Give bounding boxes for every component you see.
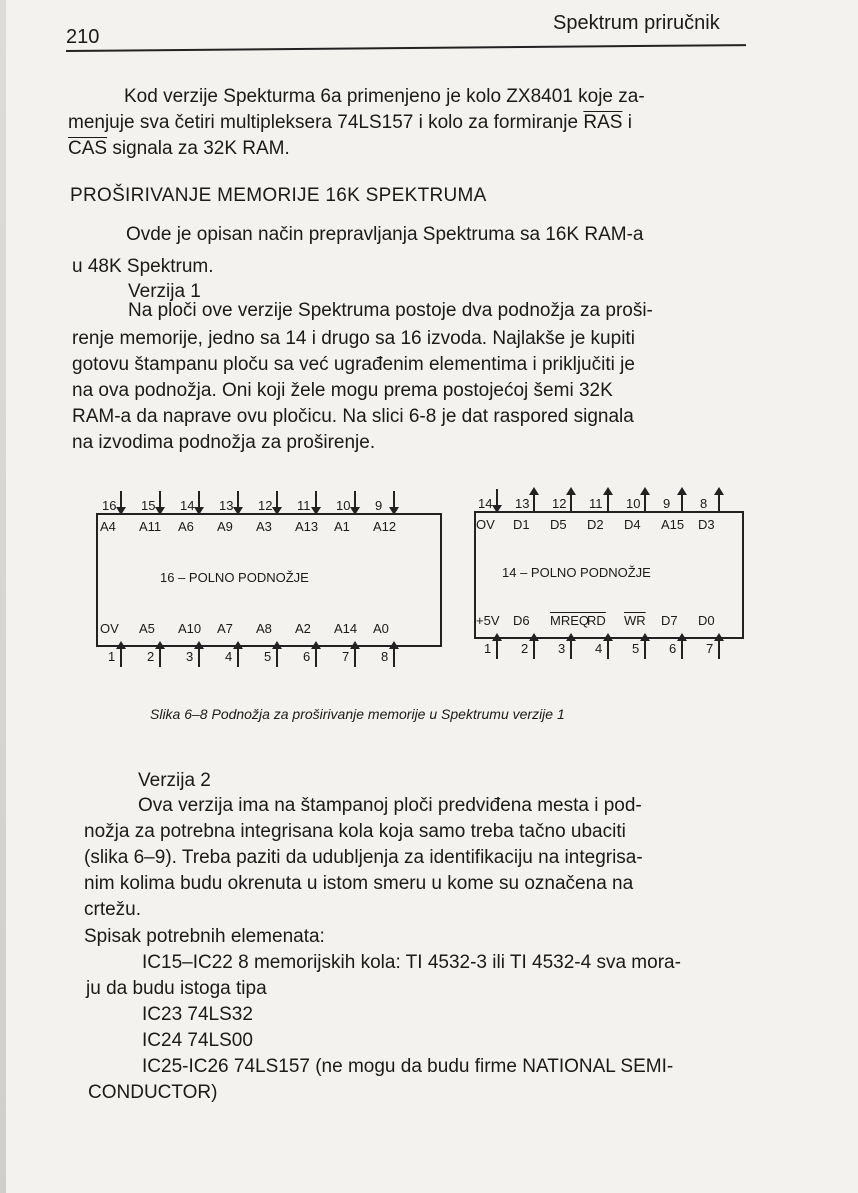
right-chip-top-pin-number: 12 (552, 496, 567, 511)
right-chip-top-label: A15 (661, 517, 685, 532)
right-chip-top-label: D1 (513, 517, 530, 532)
right-chip-bottom-label: D7 (661, 613, 678, 628)
left-chip-bottom-label: A14 (334, 621, 358, 636)
left-chip-top-pin-number: 10 (336, 498, 351, 513)
right-chip-bottom-pin-arrow (644, 635, 646, 659)
left-chip-bottom-label: A8 (256, 621, 272, 636)
right-chip-top-pin-arrow (570, 489, 572, 511)
left-chip-title: 16 – POLNO PODNOŽJE (160, 570, 309, 585)
right-chip-bottom-pin-number: 6 (669, 641, 677, 656)
version1-line-2: renje memorije, jedno sa 14 i drugo sa 16 izvoda. Najlakše je kupiti (72, 328, 635, 349)
intro-line-3: $\overline{CAS}$ signala za 32K RAM. (68, 138, 290, 159)
left-chip-bottom-label: A5 (139, 621, 155, 636)
right-chip-bottom-pin-arrow (681, 635, 683, 659)
version1-title: Verzija 1 (128, 281, 201, 302)
left-chip-bottom-pin-arrow (159, 643, 161, 667)
right-chip-top-pin-arrow (718, 489, 720, 511)
left-chip-bottom-label: A2 (295, 621, 311, 636)
right-chip-top-pin-number: 10 (626, 496, 641, 511)
right-chip-top-pin-arrow (644, 489, 646, 511)
left-chip-top-pin-arrow (159, 491, 161, 513)
version2-title: Verzija 2 (138, 770, 211, 791)
version1-line-5: RAM-a da naprave ovu pločicu. Na slici 6-8 je dat raspored signala (72, 406, 634, 427)
left-chip-bottom-pin-arrow (237, 643, 239, 667)
version2-line-5: crtežu. (84, 899, 142, 920)
left-chip-bottom-pin-number: 3 (186, 649, 194, 664)
right-chip-bottom-pin-arrow (570, 635, 572, 659)
scan-edge (0, 0, 6, 1193)
right-chip-top-pin-arrow (607, 489, 609, 511)
left-chip-top-pin-number: 14 (180, 498, 195, 513)
left-chip-top-pin-number: 9 (375, 498, 383, 513)
right-chip-bottom-pin-arrow (607, 635, 609, 659)
right-chip-top-label: D4 (624, 517, 641, 532)
right-chip-bottom-pin-arrow (496, 635, 498, 659)
parts-list-line-3: IC23 74LS32 (142, 1004, 253, 1025)
section-intro-line-1: Ovde je opisan način prepravljanja Spektruma sa 16K RAM-a (126, 224, 644, 245)
left-chip-bottom-pin-number: 8 (381, 649, 389, 664)
section-heading: PROŠIRIVANJE MEMORIJE 16K SPEKTRUMA (70, 185, 487, 206)
right-chip-top-label: D2 (587, 517, 604, 532)
left-chip-bottom-pin-number: 5 (264, 649, 272, 664)
parts-list-line-4: IC24 74LS00 (142, 1030, 253, 1051)
right-chip-bottom-label: D6 (513, 613, 530, 628)
page-number: 210 (66, 26, 100, 48)
left-chip-bottom-pin-number: 6 (303, 649, 311, 664)
right-chip-bottom-pin-number: 4 (595, 641, 603, 656)
left-chip-top-pin-number: 13 (219, 498, 234, 513)
left-chip-top-pin-arrow (354, 491, 356, 513)
right-chip-bottom-label: $\overline{WR}$ (624, 613, 646, 628)
left-chip-top-label: A6 (178, 519, 194, 534)
left-chip-bottom-label: A0 (373, 621, 389, 636)
right-chip-bottom-pin-number: 1 (484, 641, 492, 656)
right-chip-bottom-pin-arrow (533, 635, 535, 659)
left-chip-bottom-pin-number: 4 (225, 649, 233, 664)
left-chip-top-pin-arrow (198, 491, 200, 513)
parts-list-line-5: IC25-IC26 74LS157 (ne mogu da budu firme NATIONAL SEMI- (142, 1056, 674, 1077)
left-chip-top-pin-arrow (120, 491, 122, 513)
left-chip-bottom-pin-arrow (276, 643, 278, 667)
parts-list-title: Spisak potrebnih elemenata: (84, 926, 325, 947)
right-chip-title: 14 – POLNO PODNOŽJE (502, 565, 651, 580)
section-intro-line-2: u 48K Spektrum. (72, 256, 214, 277)
right-chip-bottom-label: D0 (698, 613, 715, 628)
parts-list-line-6: CONDUCTOR) (88, 1082, 218, 1103)
left-chip-top-label: A9 (217, 519, 233, 534)
right-chip-top-pin-number: 11 (589, 496, 603, 511)
left-chip-bottom-pin-number: 7 (342, 649, 350, 664)
version1-line-3: gotovu štampanu ploču sa već ugrađenim elementima i priključiti je (72, 354, 635, 375)
left-chip-bottom-pin-arrow (393, 643, 395, 667)
right-chip-top-pin-number: 8 (700, 496, 708, 511)
version1-line-4: na ova podnožja. Oni koji žele mogu prema postojećoj šemi 32K (72, 380, 613, 401)
right-chip-bottom-pin-arrow (718, 635, 720, 659)
left-chip-bottom-pin-arrow (315, 643, 317, 667)
right-chip-bottom-label: +5V (476, 613, 500, 628)
left-chip-top-pin-arrow (315, 491, 317, 513)
version2-line-4: nim kolima budu okrenuta u istom smeru u kome su označena na (84, 873, 634, 894)
version2-line-1: Ova verzija ima na štampanoj ploči predviđena mesta i pod- (138, 795, 642, 816)
version2-line-3: (slika 6–9). Treba paziti da udubljenja za identifikaciju na integrisa- (84, 847, 643, 868)
right-chip-bottom-label: $\overline{RD}$ (587, 613, 606, 628)
right-chip-bottom-pin-number: 2 (521, 641, 529, 656)
parts-list-line-1: IC15–IC22 8 memorijskih kola: TI 4532-3 ili TI 4532-4 sva mora- (142, 952, 681, 973)
right-chip-bottom-pin-number: 3 (558, 641, 566, 656)
right-chip-bottom-pin-number: 5 (632, 641, 640, 656)
left-chip-top-label: A13 (295, 519, 319, 534)
right-chip-top-pin-arrow (533, 489, 535, 511)
left-chip-bottom-pin-arrow (354, 643, 356, 667)
parts-list-line-2: ju da budu istoga tipa (86, 978, 267, 999)
left-chip-bottom-label: OV (100, 621, 119, 636)
right-chip-top-pin-number: 9 (663, 496, 671, 511)
left-chip-top-label: A12 (373, 519, 397, 534)
left-chip-top-pin-number: 16 (102, 498, 117, 513)
left-chip-top-pin-number: 11 (297, 498, 311, 513)
right-chip-top-pin-number: 13 (515, 496, 530, 511)
left-chip-bottom-pin-number: 1 (108, 649, 116, 664)
left-chip-top-pin-arrow (393, 491, 395, 513)
left-chip-bottom-pin-arrow (198, 643, 200, 667)
right-chip-top-pin-arrow (681, 489, 683, 511)
left-chip-bottom-pin-arrow (120, 643, 122, 667)
left-chip-top-pin-number: 12 (258, 498, 273, 513)
left-chip-bottom-label: A7 (217, 621, 233, 636)
left-chip-top-pin-arrow (237, 491, 239, 513)
intro-line-2: menjuje sva četiri multipleksera 74LS157 i kolo za formiranje $\overline{RAS}$ i (68, 112, 632, 133)
left-chip-top-pin-arrow (276, 491, 278, 513)
right-chip-bottom-pin-number: 7 (706, 641, 714, 656)
right-chip-top-pin-arrow (496, 489, 498, 511)
version1-line-1: Na ploči ove verzije Spektruma postoje dva podnožja za proši- (128, 300, 653, 321)
left-chip-top-label: A11 (139, 519, 162, 534)
left-chip-bottom-pin-number: 2 (147, 649, 155, 664)
running-head: Spektrum priručnik (553, 12, 720, 34)
right-chip-top-label: D3 (698, 517, 715, 532)
left-chip-top-label: A4 (100, 519, 116, 534)
intro-line-1: Kod verzije Spekturma 6a primenjeno je kolo ZX8401 koje za- (124, 86, 645, 107)
version2-line-2: nožja za potrebna integrisana kola koja samo treba tačno ubaciti (84, 821, 626, 842)
left-chip-top-label: A3 (256, 519, 272, 534)
header-rule (66, 44, 746, 52)
right-chip-bottom-label: MREQ (550, 613, 589, 628)
left-chip-top-pin-number: 15 (141, 498, 156, 513)
figure-caption: Slika 6–8 Podnožja za proširivanje memorije u Spektrumu verzije 1 (150, 706, 565, 722)
right-chip-top-label: OV (476, 517, 495, 532)
version1-line-6: na izvodima podnožja za proširenje. (72, 432, 376, 453)
left-chip-bottom-label: A10 (178, 621, 202, 636)
left-chip-top-label: A1 (334, 519, 350, 534)
right-chip-top-pin-number: 14 (478, 496, 493, 511)
right-chip-top-label: D5 (550, 517, 567, 532)
